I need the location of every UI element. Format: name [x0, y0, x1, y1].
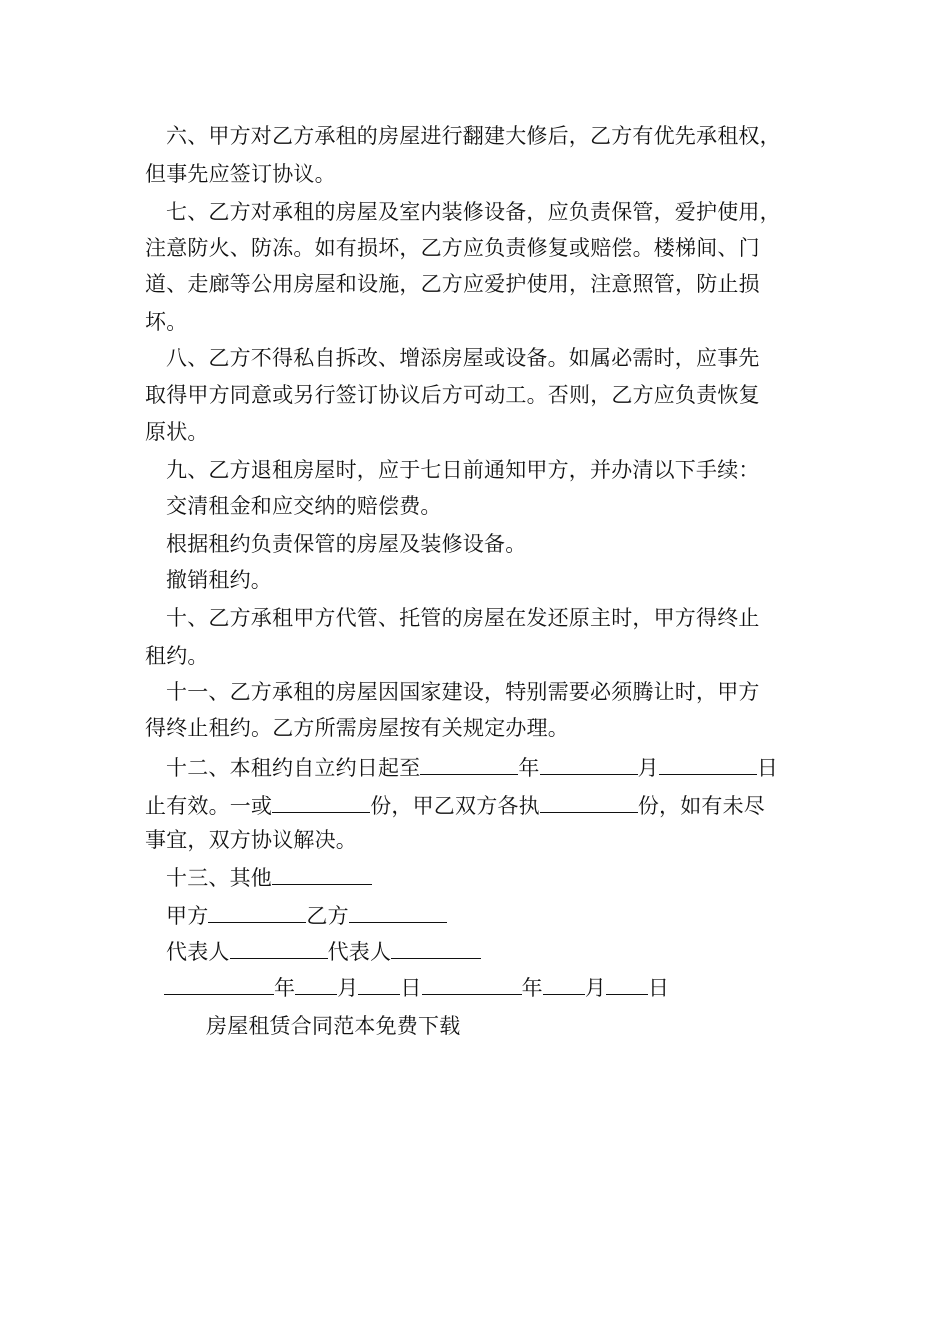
end-year-blank[interactable]: [420, 754, 518, 775]
rep-a-blank[interactable]: [230, 938, 328, 959]
end-day-blank[interactable]: [659, 754, 757, 775]
date-b-year-label: 年: [521, 976, 543, 1000]
clause-8-line-2: 取得甲方同意或另行签订协议后方可动工。否则，乙方应负责恢复: [145, 383, 760, 407]
party-b-blank[interactable]: [349, 902, 447, 923]
date-a-day-blank[interactable]: [358, 974, 400, 995]
clause-9-item-2: 根据租约负责保管的房屋及装修设备。: [166, 532, 527, 556]
copies-each-blank[interactable]: [540, 792, 638, 813]
signing-date-line: [164, 974, 669, 1000]
clause-12-copies-text: 份，甲乙双方各执: [370, 794, 540, 818]
rep-b-label: 代表人: [327, 940, 392, 964]
clause-9-item-1: 交清租金和应交纳的赔偿费。: [166, 494, 442, 518]
clause-12-line-2: [145, 792, 765, 818]
date-a-month-label: 月: [337, 976, 359, 1000]
clause-9-line-1: 九、乙方退租房屋时，应于七日前通知甲方，并办清以下手续：: [166, 458, 760, 482]
date-b-day-blank[interactable]: [606, 974, 648, 995]
party-a-blank[interactable]: [208, 902, 306, 923]
party-a-label: 甲方: [166, 904, 209, 928]
clause-13-line: [166, 864, 372, 890]
clause-8-line-3: 原状。: [145, 420, 209, 444]
day-label: 日: [756, 756, 779, 780]
clause-12-l2-prefix: 止有效。一或: [145, 794, 273, 818]
clause-7-line-2: 注意防火、防冻。如有损坏，乙方应负责修复或赔偿。楼梯间、门: [145, 236, 760, 260]
month-label: 月: [637, 756, 659, 780]
clause-7-line-4: 坏。: [145, 310, 188, 334]
party-line: [166, 902, 447, 928]
clause-10-line-2: 租约。: [145, 644, 209, 668]
download-caption: 房屋租赁合同范本免费下载: [206, 1014, 461, 1038]
clause-11-line-2: 得终止租约。乙方所需房屋按有关规定办理。: [145, 716, 569, 740]
year-label: 年: [518, 756, 540, 780]
party-b-label: 乙方: [306, 904, 349, 928]
clause-7-line-1: 七、乙方对承租的房屋及室内装修设备，应负责保管，爱护使用，: [166, 200, 781, 224]
clause-12-prefix: 十二、本租约自立约日起至: [166, 756, 421, 780]
date-b-month-blank[interactable]: [543, 974, 585, 995]
date-b-day-label: 日: [648, 976, 670, 1000]
other-terms-blank[interactable]: [272, 864, 372, 885]
clause-8-line-1: 八、乙方不得私自拆改、增添房屋或设备。如属必需时，应事先: [166, 346, 760, 370]
date-a-day-label: 日: [400, 976, 422, 1000]
clause-11-line-1: 十一、乙方承租的房屋因国家建设，特别需要必须腾让时，甲方: [166, 680, 760, 704]
clause-10-line-1: 十、乙方承租甲方代管、托管的房屋在发还原主时，甲方得终止: [166, 606, 760, 630]
date-a-year-blank[interactable]: [164, 974, 274, 995]
clause-12-line-3: 事宜，双方协议解决。: [145, 828, 357, 852]
rep-b-blank[interactable]: [391, 938, 481, 959]
rep-a-label: 代表人: [166, 940, 230, 964]
clause-6-line-1: 六、甲方对乙方承租的房屋进行翻建大修后，乙方有优先承租权，: [166, 124, 781, 148]
clause-7-line-3: 道、走廊等公用房屋和设施，乙方应爱护使用，注意照管，防止损: [145, 272, 760, 296]
clause-12-line-1: [166, 754, 778, 780]
date-a-month-blank[interactable]: [295, 974, 337, 995]
date-a-year-label: 年: [274, 976, 296, 1000]
clause-13-label: 十三、其他: [166, 866, 272, 890]
clause-6-line-2: 但事先应签订协议。: [145, 162, 336, 186]
clause-9-item-3: 撤销租约。: [166, 568, 272, 592]
date-b-month-label: 月: [584, 976, 607, 1000]
date-b-year-blank[interactable]: [422, 974, 522, 995]
representative-line: [166, 938, 481, 964]
copies-total-blank[interactable]: [272, 792, 370, 813]
end-month-blank[interactable]: [540, 754, 638, 775]
clause-12-l2-suffix: 份，如有未尽: [637, 794, 766, 818]
